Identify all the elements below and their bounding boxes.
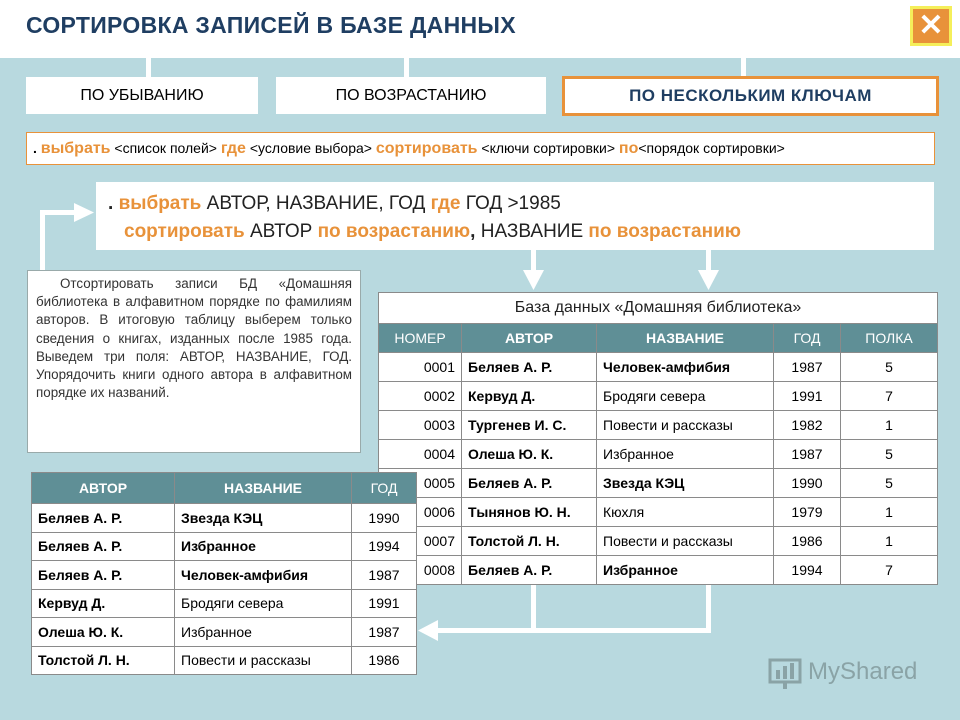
table-row (32, 618, 417, 647)
cell-title: Избранное (597, 556, 774, 585)
cell-number: 0004 (379, 440, 462, 469)
page-title: СОРТИРОВКА ЗАПИСЕЙ В БАЗЕ ДАННЫХ (26, 12, 516, 38)
column-header: АВТОР (462, 324, 597, 353)
task-description: Отсортировать записи БД «Домашняя библиотека в алфавитном порядке по фамилиям авторов. В итоговую таблицу выберем только сведения о книгах, изданных после 1985 года. Выведем три поля: АВТОР, НАЗВАНИЕ, ГОД. Упорядочить книги одного автора в алфавитном порядке их названий. (27, 270, 361, 453)
arrow-head-icon (523, 270, 544, 290)
syntax-select-keyword: выбрать (40, 140, 111, 157)
query-where-keyword: где (430, 193, 461, 214)
cell-title: Избранное (175, 618, 352, 647)
cell-shelf: 5 (841, 353, 938, 382)
cell-number: 0006 (379, 498, 462, 527)
cell-year: 1990 (352, 504, 417, 533)
syntax-by-keyword: по (618, 140, 639, 157)
column-header: ПОЛКА (841, 324, 938, 353)
cell-year: 1986 (352, 646, 417, 675)
table-row (379, 527, 938, 556)
syntax-condition: <условие выбора> (249, 140, 372, 156)
column-header: НАЗВАНИЕ (175, 473, 352, 504)
query-dot: . (108, 193, 114, 214)
cell-title: Звезда КЭЦ (597, 469, 774, 498)
table-row (32, 646, 417, 675)
column-header: НОМЕР (379, 324, 462, 353)
cell-shelf: 1 (841, 411, 938, 440)
watermark-logo (768, 656, 928, 692)
cell-shelf: 1 (841, 498, 938, 527)
cell-author: Беляев А. Р. (32, 561, 175, 590)
query-fields: АВТОР, НАЗВАНИЕ, ГОД (206, 193, 426, 214)
table-row (379, 353, 938, 382)
cell-author: Олеша Ю. К. (462, 440, 597, 469)
cell-number: 0005 (379, 469, 462, 498)
arrow-head-icon (698, 270, 719, 290)
cell-shelf: 5 (841, 469, 938, 498)
cell-shelf: 7 (841, 382, 938, 411)
cell-year: 1979 (774, 498, 841, 527)
database-caption: База данных «Домашняя библиотека» (379, 293, 938, 324)
cell-author: Беляев А. Р. (32, 504, 175, 533)
query-order-1: по возрастанию (317, 221, 471, 242)
table-header-row (32, 473, 417, 504)
cell-number: 0003 (379, 411, 462, 440)
cell-author: Беляев А. Р. (32, 532, 175, 561)
cell-author: Тургенев И. С. (462, 411, 597, 440)
watermark-text: MyShared (808, 658, 918, 685)
syntax-fields: <список полей> (114, 140, 217, 156)
cell-shelf: 1 (841, 527, 938, 556)
cell-title: Повести и рассказы (175, 646, 352, 675)
cell-title: Кюхля (597, 498, 774, 527)
cell-author: Беляев А. Р. (462, 556, 597, 585)
cell-title: Человек-амфибия (597, 353, 774, 382)
sort-descending-button[interactable]: ПО УБЫВАНИЮ (26, 77, 258, 114)
table-row (379, 440, 938, 469)
arrow-shaft (706, 583, 711, 633)
column-header: АВТОР (32, 473, 175, 504)
cell-author: Беляев А. Р. (462, 353, 597, 382)
presentation-icon (768, 656, 804, 692)
arrow-shaft (40, 210, 76, 215)
column-header: ГОД (352, 473, 417, 504)
cell-author: Кервуд Д. (32, 589, 175, 618)
table-row (32, 561, 417, 590)
table-row (379, 556, 938, 585)
syntax-keys: <ключи сортировки> (481, 140, 616, 156)
query-key-2: НАЗВАНИЕ (480, 221, 584, 242)
arrow-shaft (706, 250, 711, 272)
table-row (379, 411, 938, 440)
close-icon: ✕ (918, 9, 944, 42)
cell-number: 0002 (379, 382, 462, 411)
arrow-shaft (531, 583, 536, 633)
query-key-1: АВТОР (250, 221, 313, 242)
cell-year: 1994 (352, 532, 417, 561)
syntax-sort-keyword: сортировать (375, 140, 478, 157)
cell-year: 1986 (774, 527, 841, 556)
table-row (32, 532, 417, 561)
database-table (378, 292, 938, 585)
cell-year: 1987 (352, 561, 417, 590)
table-row (32, 504, 417, 533)
cell-author: Тынянов Ю. Н. (462, 498, 597, 527)
query-select-keyword: выбрать (118, 193, 202, 214)
cell-author: Толстой Л. Н. (32, 646, 175, 675)
query-comma: , (470, 221, 476, 242)
cell-title: Звезда КЭЦ (175, 504, 352, 533)
cell-title: Человек-амфибия (175, 561, 352, 590)
arrow-head-icon (74, 203, 94, 222)
cell-title: Избранное (597, 440, 774, 469)
arrow-head-icon (418, 620, 438, 641)
cell-year: 1987 (774, 440, 841, 469)
syntax-dot: . (33, 140, 37, 156)
table-header-row (379, 324, 938, 353)
cell-author: Олеша Ю. К. (32, 618, 175, 647)
cell-number: 0007 (379, 527, 462, 556)
cell-year: 1990 (774, 469, 841, 498)
table-row (379, 382, 938, 411)
syntax-where-keyword: где (220, 140, 246, 157)
arrow-shaft (40, 210, 45, 270)
cell-title: Избранное (175, 532, 352, 561)
syntax-order: <порядок сортировки> (638, 140, 785, 156)
cell-title: Повести и рассказы (597, 527, 774, 556)
table-row (379, 498, 938, 527)
query-sort-keyword: сортировать (124, 221, 245, 242)
cell-year: 1982 (774, 411, 841, 440)
arrow-shaft (436, 628, 711, 633)
sort-multiple-keys-button[interactable]: ПО НЕСКОЛЬКИМ КЛЮЧАМ (562, 76, 939, 116)
result-table (31, 472, 417, 675)
cell-title: Повести и рассказы (597, 411, 774, 440)
query-order-2: по возрастанию (588, 221, 742, 242)
cell-title: Бродяги севера (597, 382, 774, 411)
cell-shelf: 7 (841, 556, 938, 585)
cell-title: Бродяги севера (175, 589, 352, 618)
cell-year: 1994 (774, 556, 841, 585)
sort-ascending-button[interactable]: ПО ВОЗРАСТАНИЮ (276, 77, 546, 114)
cell-author: Толстой Л. Н. (462, 527, 597, 556)
query-condition: ГОД >1985 (465, 193, 561, 214)
column-header: ГОД (774, 324, 841, 353)
table-row (32, 589, 417, 618)
cell-year: 1987 (352, 618, 417, 647)
cell-year: 1991 (774, 382, 841, 411)
cell-year: 1987 (774, 353, 841, 382)
arrow-shaft (531, 250, 536, 272)
cell-number: 0001 (379, 353, 462, 382)
column-header: НАЗВАНИЕ (597, 324, 774, 353)
cell-year: 1991 (352, 589, 417, 618)
cell-number: 0008 (379, 556, 462, 585)
cell-author: Кервуд Д. (462, 382, 597, 411)
cell-shelf: 5 (841, 440, 938, 469)
cell-author: Беляев А. Р. (462, 469, 597, 498)
table-row (379, 469, 938, 498)
